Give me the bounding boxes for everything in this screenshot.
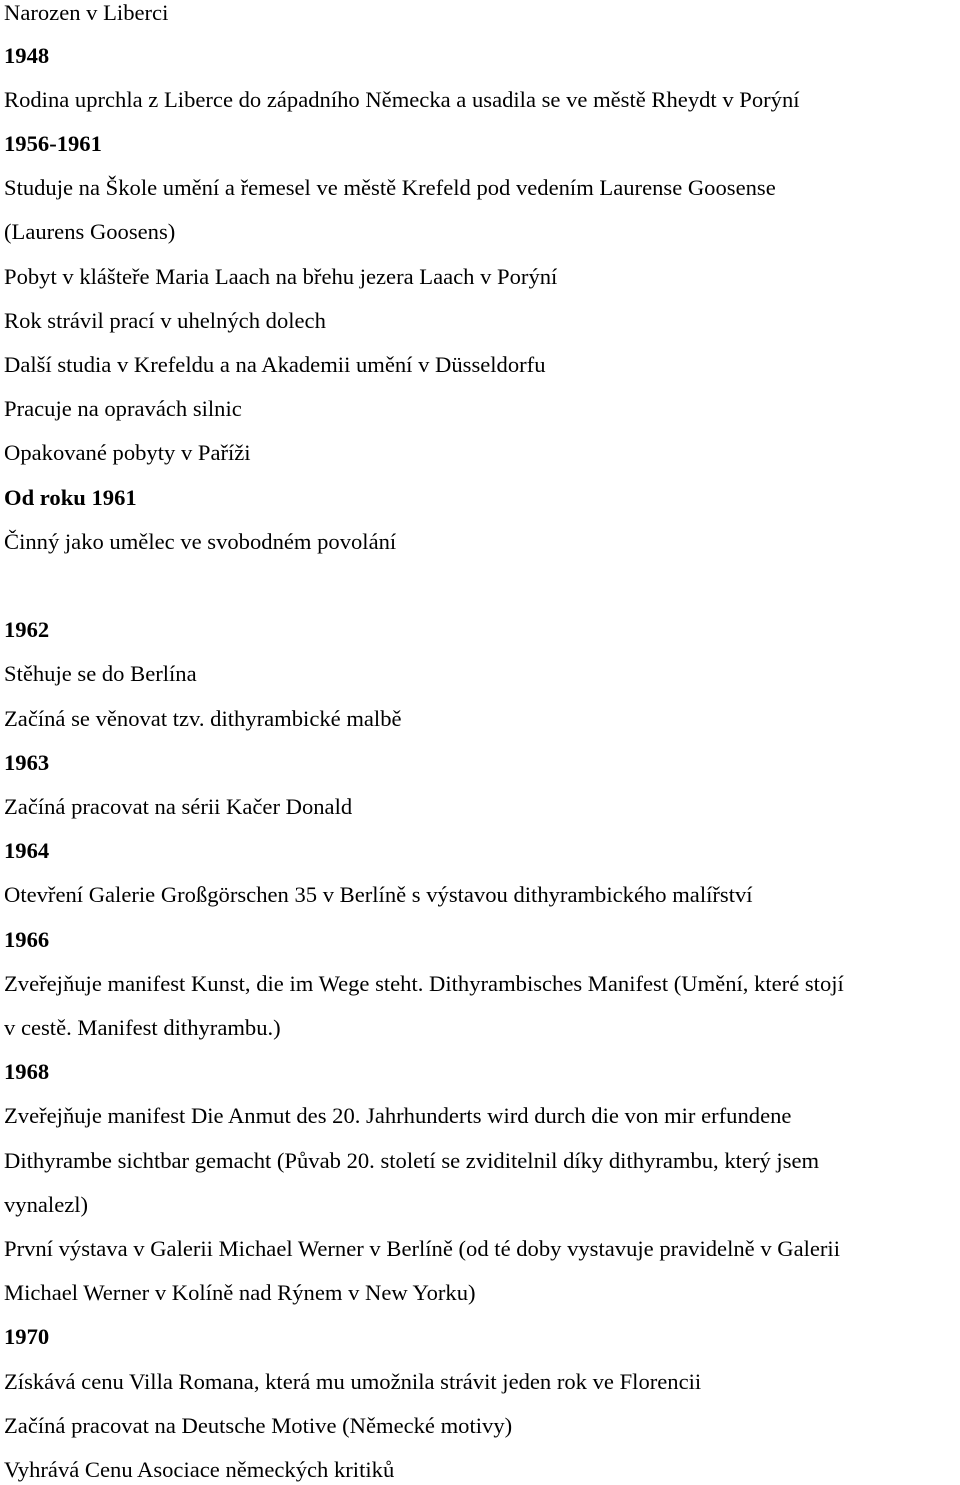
year-heading: 1962 [4,617,50,642]
year-heading: 1966 [4,927,50,952]
text-line: Stěhuje se do Berlína [4,661,197,686]
year-heading: 1963 [4,750,50,775]
text-line: Vyhrává Cenu Asociace německých kritiků [4,1457,395,1482]
text-line: (Laurens Goosens) [4,219,176,244]
year-heading: 1956-1961 [4,131,102,156]
text-line: Opakované pobyty v Paříži [4,440,251,465]
text-line: Pracuje na opravách silnic [4,396,242,421]
text-line: Rodina uprchla z Liberce do západního Německa a usadila se ve městě Rheydt v Porýní [4,87,800,112]
text-line: Otevření Galerie Großgörschen 35 v Berlíně s výstavou dithyrambického malířství [4,882,753,907]
text-line: Začíná pracovat na sérii Kačer Donald [4,794,353,819]
text-line: První výstava v Galerii Michael Werner v Berlíně (od té doby vystavuje pravidelně v Galerii [4,1236,840,1261]
text-line: Získává cenu Villa Romana, která mu umožnila strávit jeden rok ve Florencii [4,1369,702,1394]
text-line: Michael Werner v Kolíně nad Rýnem v New Yorku) [4,1280,476,1305]
year-heading: 1964 [4,838,50,863]
text-line: Zveřejňuje manifest Kunst, die im Wege steht. Dithyrambisches Manifest (Umění, které stojí [4,971,844,996]
text-line: Rok strávil prací v uhelných dolech [4,308,326,333]
year-heading: 1948 [4,43,50,68]
text-line: Studuje na Škole umění a řemesel ve městě Krefeld pod vedením Laurense Goosense [4,175,776,200]
text-line: Narozen v Liberci [4,0,169,25]
text-line: Zveřejňuje manifest Die Anmut des 20. Jahrhunderts wird durch die von mir erfundene [4,1103,792,1128]
text-line: vynalezl) [4,1192,89,1217]
text-line: Dithyrambe sichtbar gemacht (Půvab 20. století se zviditelnil díky dithyrambu, který jsem [4,1148,820,1173]
text-line: Pobyt v klášteře Maria Laach na břehu jezera Laach v Porýní [4,264,558,289]
year-heading: 1970 [4,1324,50,1349]
text-line: v cestě. Manifest dithyrambu.) [4,1015,281,1040]
year-heading: 1968 [4,1059,50,1084]
text-line: Začíná se věnovat tzv. dithyrambické malbě [4,706,402,731]
text-line: Činný jako umělec ve svobodném povolání [4,529,397,554]
text-line: Další studia v Krefeldu a na Akademii umění v Düsseldorfu [4,352,546,377]
text-line: Začíná pracovat na Deutsche Motive (Německé motivy) [4,1413,513,1438]
year-heading: Od roku 1961 [4,485,137,510]
